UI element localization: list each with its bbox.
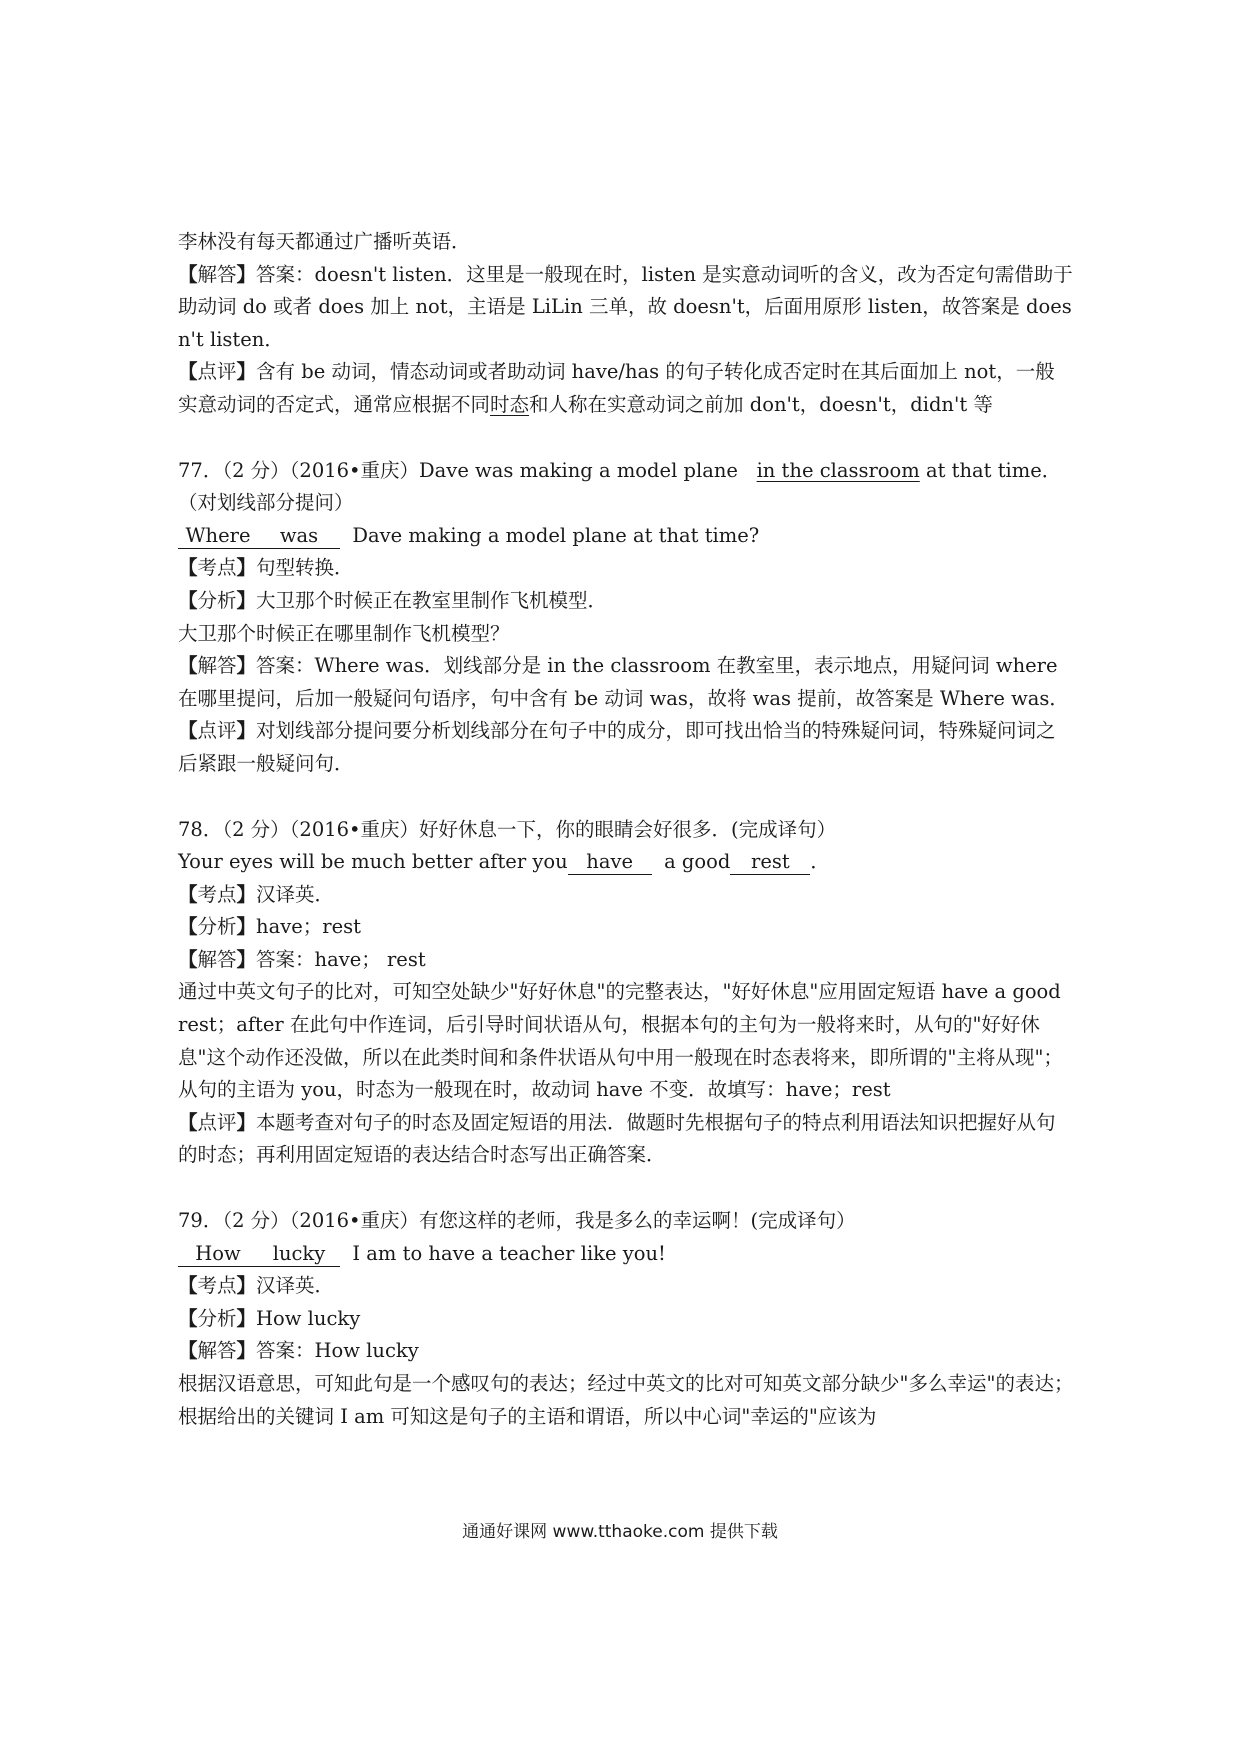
q77-point-text: 句型转换． — [256, 556, 354, 580]
q77-blank-2: was — [258, 524, 340, 549]
q77-stem-after: at that time．（对划线部分提问） — [178, 458, 1062, 515]
q77-analysis — [178, 585, 1074, 618]
comment-tag: 【点评】 — [178, 1110, 257, 1134]
analysis-tag: 【分析】 — [178, 915, 257, 939]
q77-answer — [178, 650, 1074, 715]
q77-point — [178, 552, 1074, 585]
q76-comment-underlined: 时态 — [490, 392, 530, 416]
q78-point — [178, 879, 1074, 912]
q78-analysis-text: have；rest — [256, 915, 361, 939]
page-footer — [0, 1517, 1240, 1542]
q76-comment-text-after: 和人称在实意动词之前加 don't，doesn't，didn't 等 — [529, 392, 993, 416]
analysis-tag: 【分析】 — [178, 588, 257, 612]
q77-analysis-line2: 大卫那个时候正在哪里制作飞机模型？ — [178, 621, 510, 645]
point-tag: 【考点】 — [178, 1274, 257, 1298]
q79-stem: 79．（2 分）（2016•重庆）有您这样的老师，我是多么的幸运啊！(完成译句） — [178, 1209, 856, 1233]
comment-tag: 【点评】 — [178, 360, 257, 384]
q79-analysis-text: How lucky — [256, 1306, 361, 1330]
q78-sentence-before: Your eyes will be much better after you — [178, 850, 568, 874]
q79-answer — [178, 1335, 1074, 1368]
q77-sentence — [178, 520, 1074, 553]
q79-blank-1: How — [178, 1242, 258, 1267]
q76-translation-line: 李林没有每天都通过广播听英语． — [178, 230, 471, 253]
q79-explanation: 根据汉语意思，可知此句是一个感叹句的表达；经过中英文的比对可知英文部分缺少"多么幸运"的表达；根据给出的关键词 I am 可知这是句子的主语和谓语，所以中心词"幸运的"应该为 — [178, 1372, 1074, 1428]
q79-sentence-rest: I am to have a teacher like you! — [352, 1241, 666, 1265]
q78-blank-1: have — [568, 850, 652, 875]
q78-answer — [178, 944, 1074, 977]
answer-tag: 【解答】 — [178, 1339, 257, 1363]
q78-sentence-mid: a good — [664, 850, 731, 874]
answer-tag: 【解答】 — [178, 947, 257, 971]
q78-stem: 78．（2 分）（2016•重庆）好好休息一下，你的眼睛会好很多．(完成译句） — [178, 817, 837, 841]
q77-stem-underlined: in the classroom — [756, 458, 920, 482]
q79-point — [178, 1270, 1074, 1303]
point-tag: 【考点】 — [178, 882, 257, 906]
q77-comment-text: 对划线部分提问要分析划线部分在句子中的成分，即可找出恰当的特殊疑问词，特殊疑问词之后紧跟一般疑问句． — [178, 719, 1056, 775]
q77-sentence-rest: Dave making a model plane at that time? — [352, 523, 760, 547]
q77-comment — [178, 715, 1074, 780]
q78-answer-text: 答案：have； rest — [256, 947, 426, 971]
footer-text: 通通好课网 www.tthaoke.com 提供下载 — [462, 1522, 778, 1542]
q78-sentence-end: ． — [810, 850, 830, 874]
q77-answer-text: 答案：Where was．划线部分是 in the classroom 在教室里，表示地点，用疑问词 where 在哪里提问，后加一般疑问句语序，句中含有 be 动词 was，故将 was 提前，故答案是 Where was． — [178, 654, 1069, 710]
q78-blank-2: rest — [730, 850, 810, 875]
q77-stem-before: 77．（2 分）（2016•重庆）Dave was making a model plane — [178, 458, 738, 482]
q79-sentence — [178, 1238, 1074, 1271]
q77-blank-1: Where — [178, 524, 258, 549]
q76-answer-text: 答案：doesn't listen．这里是一般现在时，listen 是实意动词听的含义，改为否定句需借助于助动词 do 或者 does 加上 not，主语是 LiLin 三单，故 doesn't，后面用原形 listen，故答案是 doesn't listen． — [178, 262, 1073, 351]
q76-answer — [178, 259, 1074, 357]
document-body — [178, 226, 1074, 1433]
q78-point-text: 汉译英． — [256, 882, 335, 906]
q77-analysis-text: 大卫那个时候正在教室里制作飞机模型． — [256, 588, 608, 612]
q78-analysis — [178, 911, 1074, 944]
q76-comment-text-before: 含有 be 动词，情态动词或者助动词 have/has 的句子转化成否定时在其后面加上 not，一般实意动词的否定式，通常应根据不同 — [178, 360, 1055, 416]
q79-analysis — [178, 1303, 1074, 1336]
q77-stem — [178, 455, 1074, 520]
q79-blank-2: lucky — [258, 1242, 340, 1267]
comment-tag: 【点评】 — [178, 719, 257, 743]
answer-tag: 【解答】 — [178, 262, 257, 286]
q78-comment-text: 本题考查对句子的时态及固定短语的用法．做题时先根据句子的特点利用语法知识把握好从句的时态；再利用固定短语的表达结合时态写出正确答案． — [178, 1110, 1056, 1167]
analysis-tag: 【分析】 — [178, 1306, 257, 1330]
q79-answer-text: 答案：How lucky — [256, 1339, 419, 1363]
q78-comment — [178, 1107, 1074, 1172]
q79-point-text: 汉译英． — [256, 1274, 335, 1298]
q78-sentence — [178, 846, 1074, 879]
point-tag: 【考点】 — [178, 556, 257, 580]
q76-comment — [178, 356, 1074, 421]
answer-tag: 【解答】 — [178, 654, 257, 678]
q78-explanation: 通过中英文句子的比对，可知空处缺少"好好休息"的完整表达，"好好休息"应用固定短语 have a good rest；after 在此句中作连词，后引导时间状语从句，根据本句的主句为一般将来时，从句的"好好休息"这个动作还没做，所以在此类时间和条件状语从句中用一般现在时态表将来，即所谓的"主将从现"；从句的主语为 you，时态为一般现在时，故动词 have 不变．故填写：have；rest — [178, 980, 1063, 1102]
